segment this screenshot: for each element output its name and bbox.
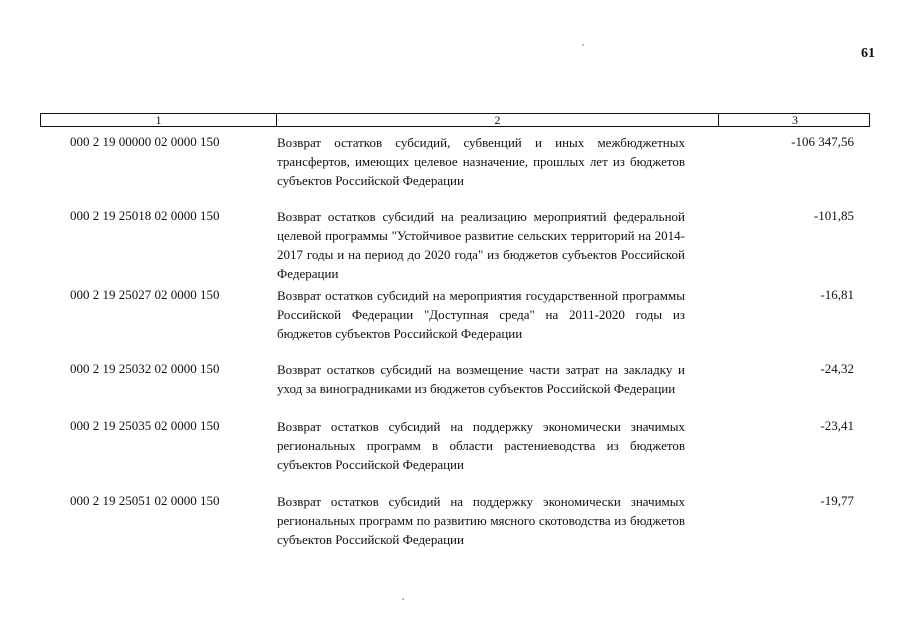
budget-code: 000 2 19 25027 02 0000 150	[70, 287, 220, 302]
column-header-1: 1	[41, 114, 277, 126]
row-amount: -19,77	[820, 493, 854, 508]
row-description: Возврат остатков субсидий на поддержку экономически значимых региональных программ по развитию мясного скотоводства из бюджетов субъектов Российской Федерации	[277, 494, 685, 547]
column-header-3: 3	[792, 113, 798, 127]
row-amount: -24,32	[820, 361, 854, 376]
budget-code: 000 2 19 25051 02 0000 150	[70, 493, 220, 508]
page-number: 61	[861, 46, 875, 61]
scan-speck	[402, 598, 404, 600]
row-description: Возврат остатков субсидий на реализацию мероприятий федеральной целевой программы "Устойчивое развитие сельских территорий на 2014-2017 годы и на период до 2020 года" из бюджетов субъектов Российской Федерации	[277, 209, 685, 281]
budget-code: 000 2 19 25035 02 0000 150	[70, 418, 220, 433]
row-description: Возврат остатков субсидий, субвенций и иных межбюджетных трансфертов, имеющих целевое назначение, прошлых лет из бюджетов субъектов Российской Федерации	[277, 135, 685, 188]
column-header-2: 2	[277, 114, 719, 126]
row-amount: -101,85	[813, 208, 854, 223]
budget-code: 000 2 19 25018 02 0000 150	[70, 208, 220, 223]
scan-speck	[582, 44, 584, 46]
row-amount: -23,41	[820, 418, 854, 433]
row-description: Возврат остатков субсидий на мероприятия государственной программы Российской Федерации "Доступная среда" на 2011-2020 годы из бюджетов субъектов Российской Федерации	[277, 288, 685, 341]
row-amount: -16,81	[820, 287, 854, 302]
table-column-header-row	[40, 113, 870, 127]
row-amount: -106 347,56	[791, 134, 854, 149]
row-description: Возврат остатков субсидий на поддержку экономически значимых региональных программ в области растениеводства из бюджетов субъектов Российской Федерации	[277, 419, 685, 472]
budget-code: 000 2 19 00000 02 0000 150	[70, 134, 220, 149]
row-description: Возврат остатков субсидий на возмещение части затрат на закладку и уход за виноградниками из бюджетов субъектов Российской Федерации	[277, 362, 685, 396]
budget-code: 000 2 19 25032 02 0000 150	[70, 361, 220, 376]
